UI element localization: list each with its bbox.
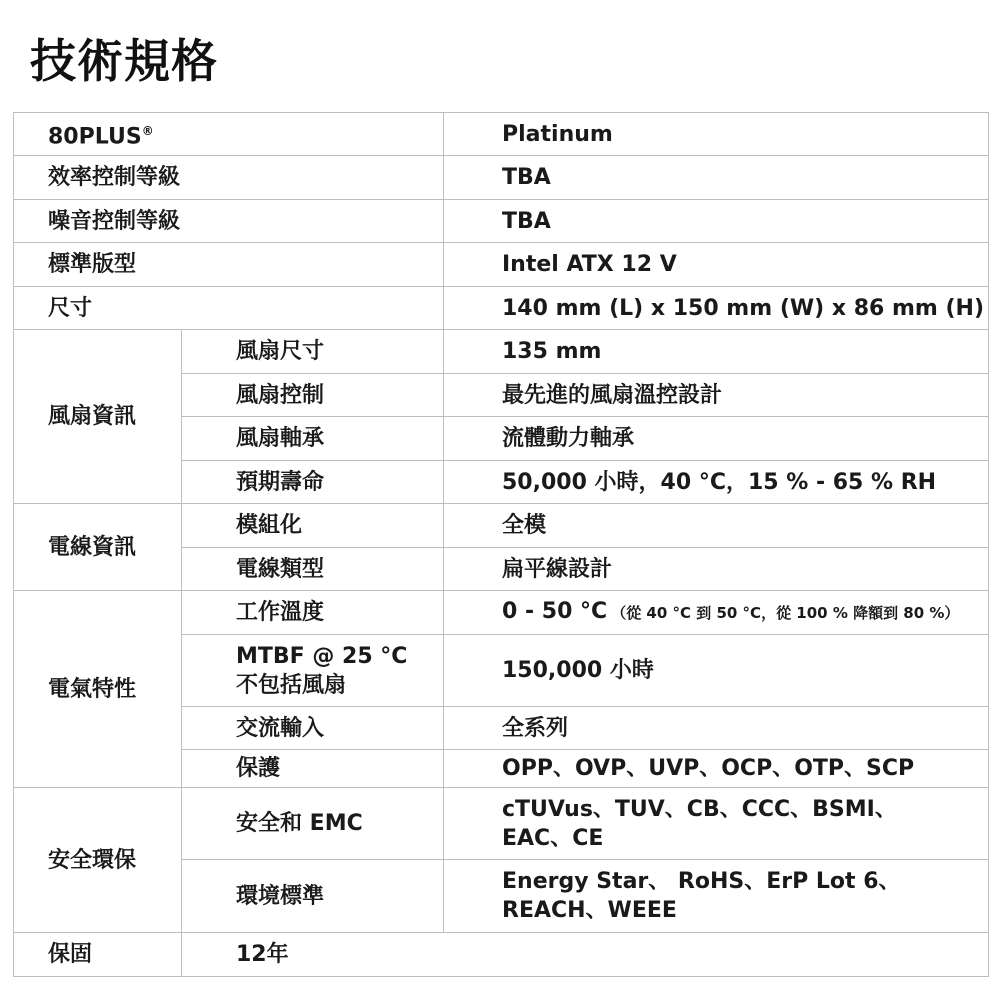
spec-row-efficiency xyxy=(14,156,989,200)
spec-value: 最先進的風扇溫控設計 xyxy=(444,374,989,417)
spec-value: Intel ATX 12 V xyxy=(444,243,989,287)
page-title: 技術規格 xyxy=(30,34,218,88)
spec-row-size xyxy=(14,287,989,330)
spec-sublabel: 保護 xyxy=(182,750,444,788)
spec-value: TBA xyxy=(444,200,989,243)
spec-label: 噪音控制等級 xyxy=(14,200,444,243)
spec-sublabel-line: MTBF @ 25 °C xyxy=(236,643,408,669)
spec-sublabel: 工作溫度 xyxy=(182,591,444,635)
spec-group-label: 電氣特性 xyxy=(14,591,182,788)
spec-value: 150,000 小時 xyxy=(444,635,989,707)
spec-value-line: EAC、CE xyxy=(502,825,604,851)
spec-value-line: REACH、WEEE xyxy=(502,898,677,923)
spec-row-warranty xyxy=(14,933,989,977)
spec-row-fan-size xyxy=(14,330,989,374)
spec-sublabel: 環境標準 xyxy=(182,860,444,933)
spec-sublabel: 電線類型 xyxy=(182,548,444,591)
spec-value: 全系列 xyxy=(444,707,989,750)
spec-value-main: 0 - 50 °C xyxy=(502,599,608,624)
spec-value: 12年 xyxy=(182,933,989,977)
spec-row-operating-temp xyxy=(14,591,989,635)
spec-value-line: Energy Star、 RoHS、ErP Lot 6、 xyxy=(502,869,901,894)
spec-table xyxy=(13,112,989,977)
spec-sublabel: 交流輸入 xyxy=(182,707,444,750)
spec-label-text: 80PLUS xyxy=(48,124,142,150)
spec-value xyxy=(444,860,989,933)
spec-value: 50,000 小時，40 °C，15 % - 65 % RH xyxy=(444,461,989,504)
spec-sublabel: 預期壽命 xyxy=(182,461,444,504)
spec-group-label: 電線資訊 xyxy=(14,504,182,591)
spec-label: 標準版型 xyxy=(14,243,444,287)
spec-sublabel: 風扇控制 xyxy=(182,374,444,417)
spec-sublabel: 風扇軸承 xyxy=(182,417,444,461)
spec-value: 135 mm xyxy=(444,330,989,374)
spec-sublabel-line: 不包括風扇 xyxy=(236,672,347,698)
spec-label: 尺寸 xyxy=(14,287,444,330)
spec-value: 140 mm (L) x 150 mm (W) x 86 mm (H) xyxy=(444,287,989,330)
spec-sublabel: 安全和 EMC xyxy=(182,788,444,860)
spec-value: 流體動力軸承 xyxy=(444,417,989,461)
spec-value-line: cTUVus、TUV、CB、CCC、BSMI、 xyxy=(502,796,897,822)
spec-row-form-factor xyxy=(14,243,989,287)
spec-row-noise xyxy=(14,200,989,243)
spec-value xyxy=(444,591,989,635)
spec-row-80plus xyxy=(14,113,989,156)
spec-value: OPP、OVP、UVP、OCP、OTP、SCP xyxy=(444,750,989,788)
spec-sublabel xyxy=(182,635,444,707)
spec-value: TBA xyxy=(444,156,989,200)
spec-row-safety-emc xyxy=(14,788,989,860)
spec-row-modular xyxy=(14,504,989,548)
spec-value: 扁平線設計 xyxy=(444,548,989,591)
spec-group-label: 風扇資訊 xyxy=(14,330,182,504)
spec-value: Platinum xyxy=(444,113,989,156)
spec-value xyxy=(444,788,989,860)
spec-sublabel: 模組化 xyxy=(182,504,444,548)
registered-mark: ® xyxy=(141,123,154,138)
spec-group-label: 安全環保 xyxy=(14,788,182,933)
spec-value: 全模 xyxy=(444,504,989,548)
spec-label xyxy=(14,113,444,156)
spec-label: 效率控制等級 xyxy=(14,156,444,200)
spec-value-note: （從 40 °C 到 50 °C，從 100 % 降額到 80 %） xyxy=(611,604,960,622)
spec-sublabel: 風扇尺寸 xyxy=(182,330,444,374)
spec-label: 保固 xyxy=(14,933,182,977)
